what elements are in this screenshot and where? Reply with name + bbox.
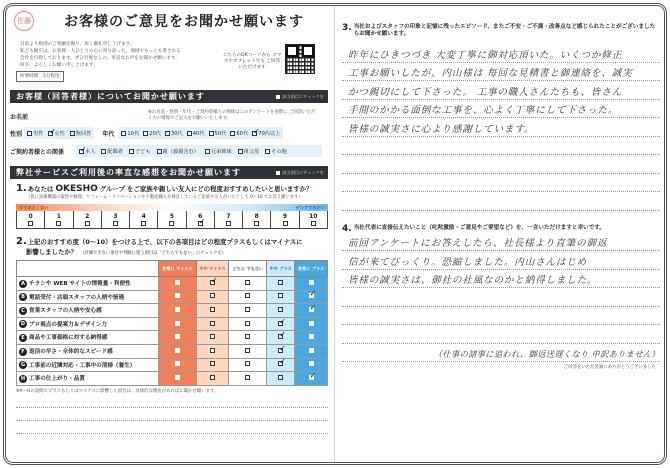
checkbox[interactable] — [245, 293, 250, 298]
cell[interactable] — [229, 277, 267, 291]
intro-line: 日頃より格別のご愛顧を賜り、厚く御礼申し上げます。 — [20, 42, 135, 47]
check-note — [276, 94, 324, 100]
q2-footnote: ※A〜Hの設問でプラスもしくはマイナスに影響した項目は、具体的な理由があればお聞かせ願います。 — [16, 388, 219, 394]
relation-option-sibling[interactable] — [205, 148, 232, 155]
checkbox[interactable] — [254, 221, 259, 226]
relation-row — [10, 145, 328, 157]
scale-low-label: すすめたくない — [19, 204, 49, 210]
checkbox[interactable] — [238, 149, 243, 154]
gender-option-no-answer[interactable] — [70, 130, 92, 137]
cell[interactable] — [159, 344, 197, 358]
checkbox[interactable] — [309, 348, 314, 353]
row-label — [17, 358, 159, 372]
reason-line[interactable] — [16, 395, 328, 408]
col-slightly-negative: やや マイナス — [196, 261, 229, 277]
item-label: 返信の早さ・全体的なスピード感 — [29, 349, 113, 356]
rating-row-e — [17, 331, 328, 345]
relation-option-child[interactable] — [129, 148, 151, 155]
q1-text: グループ をご家族や親しい友人にどの程度おすすめしたいと思いますか？ — [99, 185, 313, 193]
check-note — [276, 170, 324, 176]
q4-heading — [342, 225, 660, 233]
checkbox[interactable] — [209, 131, 214, 136]
checkbox[interactable] — [265, 149, 270, 154]
age-option-60s[interactable] — [230, 130, 248, 137]
relation-option-parent[interactable] — [157, 148, 199, 155]
q2-reason-lines[interactable] — [10, 395, 328, 434]
answer-line[interactable]: 工事お願いしたが、内山様は 毎回な見積書と御連絡を、誠実 — [342, 63, 660, 82]
name-note: ※お名前・性別・年代・ご契約者様との関係はこのアンケートを実際に ご回答いただく方の情報でご記入をお願いいたします。 — [148, 110, 316, 121]
cell[interactable] — [267, 304, 295, 318]
item-header — [17, 261, 159, 277]
cell[interactable] — [267, 277, 295, 291]
checkbox[interactable] — [245, 307, 250, 312]
checkbox[interactable] — [85, 221, 90, 226]
checkbox[interactable] — [175, 361, 180, 366]
q2-text: 上記のおすすめ度（0〜10）をつける上で、以下の各項目はどの程度プラスもしくはマイナスに — [27, 238, 303, 246]
checkbox[interactable] — [175, 293, 180, 298]
checkbox[interactable] — [230, 131, 235, 136]
rating-row-b — [17, 290, 328, 304]
cell[interactable] — [159, 304, 197, 318]
cell[interactable] — [229, 317, 267, 331]
answer-line[interactable] — [342, 288, 660, 307]
option-label: 親（義親含む） — [162, 148, 199, 155]
age-option-40s[interactable] — [187, 130, 205, 137]
right-column — [342, 8, 660, 370]
letter-badge-icon: G — [20, 362, 26, 369]
scale-value: 5 — [169, 213, 175, 220]
checkbox[interactable] — [210, 334, 215, 339]
checkbox[interactable] — [278, 375, 283, 380]
age-label: 年代 — [102, 130, 115, 138]
rating-row-h — [17, 372, 328, 386]
row-label — [17, 290, 159, 304]
checkbox[interactable] — [309, 280, 314, 285]
q2-text: 影響しましたか？ — [26, 248, 78, 256]
scale-option-0[interactable] — [17, 211, 44, 228]
answer-line[interactable]: 信が来てびっくり。恐縮しました。内山さんはじめ — [342, 251, 660, 270]
checkbox-icon — [276, 95, 280, 99]
age-option-50s[interactable] — [209, 130, 227, 137]
check-note-text: 該当項目にチェックを — [282, 93, 324, 99]
cell[interactable] — [196, 290, 229, 304]
option-label: その他 — [271, 148, 287, 155]
checkbox[interactable] — [56, 221, 61, 226]
age-option-20s[interactable] — [143, 130, 161, 137]
section-title: 弊社サービスご利用後の率直な感想をお聞かせ願います — [16, 168, 241, 177]
option-label: 20代 — [149, 130, 161, 137]
checkbox[interactable] — [165, 131, 170, 136]
checkbox-checked[interactable] — [278, 321, 283, 326]
cell[interactable] — [229, 358, 267, 372]
respondent-section — [10, 90, 328, 157]
col-neutral: どちら でもない — [229, 261, 267, 277]
scale-gradient — [16, 204, 328, 211]
checkbox[interactable] — [245, 361, 250, 366]
item-label: チラシや WEB サイトの情報量・利便性 — [29, 281, 131, 288]
q1-text: あなたは — [27, 185, 54, 193]
row-label — [17, 304, 159, 318]
scale-option-7[interactable] — [214, 211, 242, 228]
checkbox[interactable] — [175, 334, 180, 339]
checkbox[interactable] — [245, 321, 250, 326]
cell[interactable] — [267, 344, 295, 358]
name-row — [10, 109, 328, 123]
checkbox[interactable] — [245, 348, 250, 353]
reason-line[interactable] — [16, 408, 328, 421]
checkbox[interactable] — [121, 131, 126, 136]
checkbox[interactable] — [210, 307, 215, 312]
scale-option-8[interactable] — [242, 211, 270, 228]
checkbox[interactable] — [175, 375, 180, 380]
rating-header-row — [17, 261, 328, 277]
q4-number: 4. — [342, 223, 352, 234]
age-option-10s[interactable] — [121, 130, 139, 137]
rating-row-g — [17, 358, 328, 372]
row-label — [17, 277, 159, 291]
item-label: 工事の仕上がり・品質 — [29, 376, 85, 383]
checkbox[interactable] — [169, 221, 174, 226]
time-required-badge: 所要時間 5分程度 — [16, 71, 64, 82]
cell[interactable] — [295, 358, 328, 372]
age-options — [118, 127, 283, 139]
rating-table — [16, 260, 328, 386]
cell[interactable] — [159, 290, 197, 304]
cell[interactable] — [295, 331, 328, 345]
checkbox[interactable] — [141, 221, 146, 226]
rating-row-f — [17, 344, 328, 358]
answer-line[interactable] — [342, 155, 660, 174]
option-label: 男性 — [33, 130, 44, 137]
answer-line[interactable] — [342, 192, 660, 211]
checkbox[interactable] — [28, 221, 33, 226]
checkbox[interactable] — [175, 348, 180, 353]
scale-value: 3 — [113, 213, 118, 220]
checkbox[interactable] — [210, 348, 215, 353]
item-label: 工事前の近隣対応・工事中の清掃（養生） — [29, 362, 136, 369]
letter-badge-icon: A — [19, 280, 27, 288]
cell[interactable] — [196, 304, 229, 318]
row-label — [17, 317, 159, 331]
age-option-30s[interactable] — [165, 130, 183, 137]
item-label: 電話受付・店頭スタッフの人柄や接遇 — [29, 294, 125, 301]
scale-value: 4 — [141, 213, 146, 220]
intro-line: 私ども桶庄は、お客様一人ひとりの心に寄り添った、地域でもっとも愛される — [20, 49, 181, 54]
section-title: お客様（回答者様）についてお聞かせ願います — [16, 92, 205, 101]
intro-text — [10, 41, 210, 82]
scale-option-2[interactable] — [73, 211, 101, 228]
letter-badge-icon: D — [20, 321, 26, 328]
cell[interactable] — [295, 317, 328, 331]
scale-value: 1 — [56, 213, 61, 220]
scale-option-6[interactable] — [186, 211, 214, 228]
checkbox-checked[interactable] — [48, 131, 53, 136]
cell[interactable] — [229, 304, 267, 318]
cell[interactable] — [267, 331, 295, 345]
answer-line[interactable]: かつ親切にして下さった。 工事の職人さんたちも、皆さん — [342, 81, 660, 100]
cell[interactable] — [229, 344, 267, 358]
q3-answer[interactable] — [342, 44, 660, 211]
checkbox[interactable] — [113, 221, 118, 226]
letter-badge-icon: E — [19, 334, 27, 342]
gender-label: 性別 — [10, 130, 23, 138]
cell[interactable] — [267, 317, 295, 331]
q2-heading-line2 — [10, 247, 328, 256]
q1-number: 1. — [16, 183, 27, 194]
option-label: 70代以上 — [258, 130, 281, 137]
checkbox-checked[interactable] — [309, 293, 314, 298]
checkbox[interactable] — [143, 131, 148, 136]
checkbox[interactable] — [187, 131, 192, 136]
checkbox[interactable] — [311, 221, 316, 226]
checkbox-checked[interactable] — [278, 348, 283, 353]
cell[interactable] — [267, 290, 295, 304]
option-label: 本人 — [85, 148, 96, 155]
cell[interactable] — [196, 358, 229, 372]
col-very-positive: 非常に プラス — [295, 261, 328, 277]
checkbox[interactable] — [283, 221, 288, 226]
letter-badge-icon: H — [20, 375, 26, 382]
gender-option-male[interactable] — [27, 130, 43, 137]
scale-option-4[interactable] — [129, 211, 157, 228]
checkbox[interactable] — [245, 375, 250, 380]
checkbox[interactable] — [210, 293, 215, 298]
rating-row-a — [17, 277, 328, 291]
cell[interactable] — [295, 344, 328, 358]
answer-line[interactable]: （仕事の諸事に追われ、御返送遅くなり 申訳ありません） — [342, 344, 660, 363]
checkbox[interactable] — [309, 334, 314, 339]
cell[interactable] — [196, 317, 229, 331]
q1-heading — [10, 183, 328, 194]
checkbox[interactable] — [175, 307, 180, 312]
intro-line: 会社を目指しております。ぜひ忖度なしの、率直なお声をお聞かせ願います。 — [20, 56, 180, 61]
relation-option-grandparent[interactable] — [238, 148, 260, 155]
option-label: 50代 — [214, 130, 227, 137]
qr-code-icon[interactable] — [285, 44, 315, 74]
checkbox[interactable] — [278, 307, 283, 312]
feedback-section — [10, 166, 328, 434]
thank-you-text: ご回答をいただき誠にありがとうございました — [563, 365, 656, 370]
gender-option-female[interactable] — [48, 130, 64, 137]
checkbox[interactable] — [278, 293, 283, 298]
scale-high-label: ぜひすすめたい — [295, 204, 325, 210]
option-label: 配偶者 — [107, 148, 123, 155]
scale-option-10[interactable] — [299, 211, 327, 228]
checkbox[interactable] — [157, 149, 162, 154]
relation-option-self[interactable] — [79, 148, 95, 155]
cell[interactable] — [159, 372, 197, 386]
checkbox[interactable] — [226, 221, 231, 226]
option-label: 30代 — [170, 130, 183, 137]
scale-option-3[interactable] — [101, 211, 129, 228]
checkbox[interactable] — [245, 280, 250, 285]
checkbox-checked[interactable] — [309, 307, 314, 312]
row-label — [17, 372, 159, 386]
letter-badge-icon: F — [19, 348, 27, 356]
cell[interactable] — [295, 290, 328, 304]
col-very-negative: 非常に マイナス — [159, 261, 197, 277]
column-divider — [334, 6, 335, 462]
cell[interactable] — [159, 317, 197, 331]
row-label — [17, 331, 159, 345]
cell[interactable] — [159, 331, 197, 345]
option-label: 女性 — [54, 130, 65, 137]
rating-row-c — [17, 304, 328, 318]
gender-options — [24, 127, 94, 139]
scale-option-5[interactable] — [157, 211, 185, 228]
item-label: 営業スタッフの人柄や安心感 — [29, 308, 102, 315]
checkbox[interactable] — [245, 334, 250, 339]
answer-line[interactable] — [342, 174, 660, 193]
left-column — [10, 8, 328, 434]
scale-value: 10 — [309, 213, 318, 220]
cell[interactable] — [267, 372, 295, 386]
cell[interactable] — [229, 372, 267, 386]
checkbox-checked[interactable] — [79, 149, 84, 154]
cell[interactable] — [295, 304, 328, 318]
q2-heading — [10, 236, 328, 247]
q3-heading — [342, 24, 660, 38]
checkbox[interactable] — [175, 280, 180, 285]
cell[interactable] — [196, 277, 229, 291]
checkbox-checked[interactable] — [278, 361, 283, 366]
letter-badge-icon: C — [19, 307, 27, 315]
section-header-respondent — [10, 90, 328, 103]
q3-number: 3. — [342, 23, 352, 33]
option-label: 10代 — [127, 130, 140, 137]
scale-value: 8 — [254, 213, 259, 220]
cell[interactable] — [196, 344, 229, 358]
relation-option-other[interactable] — [265, 148, 287, 155]
option-label: 無回答 — [75, 130, 92, 137]
cell[interactable] — [295, 372, 328, 386]
seal-stamp-icon: 佐藤 — [14, 11, 34, 31]
rating-row-d — [17, 317, 328, 331]
checkbox[interactable] — [175, 321, 180, 326]
reason-line[interactable] — [16, 421, 328, 434]
checkbox[interactable] — [27, 131, 32, 136]
scale-value: 2 — [85, 213, 90, 220]
age-option-70s-plus[interactable] — [252, 130, 280, 137]
checkbox[interactable] — [278, 280, 283, 285]
col-slightly-positive: やや プラス — [267, 261, 295, 277]
checkbox-checked[interactable] — [278, 334, 283, 339]
answer-line[interactable] — [342, 325, 660, 344]
option-label: 60代 — [236, 130, 249, 137]
q1-subtext: （仮に設備機器の取替や修理、リフォーム・リノベーションや不動産購入を検討しているご家族や友人がいたとして 0〜10 でお答え願います） — [26, 195, 303, 200]
recommend-scale — [16, 204, 328, 229]
q3-text: 当社およびスタッフの印象と記憶に残ったエピソード、またご不安・ご不満・改善点など感じられたことがございましたらお聞かせ願います。 — [353, 24, 656, 37]
q4-answer[interactable] — [342, 233, 660, 363]
answer-line[interactable] — [342, 307, 660, 326]
cell[interactable] — [267, 358, 295, 372]
cell[interactable] — [229, 331, 267, 345]
checkbox[interactable] — [210, 321, 215, 326]
option-label: 40代 — [192, 130, 205, 137]
q4-text: 当社代表に直接伝えたいこと（叱咤激励・ご意見やご要望など）を、一言いただけますと幸いです。 — [353, 224, 605, 231]
checkbox-icon — [276, 171, 280, 175]
q2-number: 2. — [16, 236, 27, 247]
cell[interactable] — [196, 372, 229, 386]
answer-line[interactable] — [342, 137, 660, 156]
scale-option-9[interactable] — [270, 211, 298, 228]
relation-option-spouse[interactable] — [101, 148, 123, 155]
gender-age-row — [10, 127, 328, 139]
row-label — [17, 344, 159, 358]
cell[interactable] — [295, 277, 328, 291]
option-label: 祖父母 — [243, 148, 260, 155]
scale-value: 7 — [226, 213, 231, 220]
qr-caption: こちらのQRコードから スマホやタブレットでも ご回答いただけます — [222, 53, 282, 70]
scale-cells — [16, 211, 328, 229]
cell[interactable] — [196, 331, 229, 345]
relation-options — [76, 145, 322, 157]
intro-row — [10, 41, 328, 82]
cell[interactable] — [159, 277, 197, 291]
answer-line[interactable]: 昨年にひきつづき 大変丁寧に御対応頂いた。いくつか修正 — [342, 44, 660, 63]
checkbox[interactable] — [309, 361, 314, 366]
checkbox[interactable] — [129, 149, 134, 154]
checkbox[interactable] — [70, 131, 75, 136]
intro-line: 何卒、よろしくお願い申し上げます。 — [20, 63, 98, 68]
name-label: お名前 — [10, 113, 29, 121]
form-title: お客様のご意見をお聞かせ願います — [64, 14, 304, 30]
item-label: 商品や工事価格に対する納得感 — [29, 335, 108, 342]
cell[interactable] — [229, 290, 267, 304]
scale-value: 9 — [282, 213, 288, 220]
form-header — [10, 8, 328, 34]
option-label: 子ども — [134, 148, 151, 155]
letter-badge-icon: B — [19, 293, 27, 301]
answer-line[interactable]: 皆様の誠実さに心より感謝しています。 — [342, 118, 660, 137]
brand-name: OKESHO — [55, 184, 98, 194]
checkbox[interactable] — [210, 375, 215, 380]
scale-option-1[interactable] — [44, 211, 72, 228]
checkbox[interactable] — [210, 361, 215, 366]
checkbox-checked[interactable] — [252, 131, 257, 136]
section-header-feedback — [10, 166, 328, 179]
option-label: 兄弟姉妹 — [210, 148, 232, 155]
checkbox[interactable] — [309, 321, 314, 326]
item-label: プロ視点の提案力＆デザイン力 — [29, 321, 107, 328]
checkbox-checked[interactable] — [198, 221, 203, 226]
checkbox[interactable] — [101, 149, 106, 154]
checkbox-checked[interactable] — [309, 375, 314, 380]
checkbox[interactable] — [205, 149, 210, 154]
q2-subtext: （評価できない項目や判断に迷う項目は「どちらでもない」にチェックを） — [80, 251, 227, 256]
answer-line[interactable]: 皆様の誠実さは、御社の社風なのかと納得しました。 — [342, 270, 660, 289]
answer-line[interactable]: 前回アンケートにお答えしたら、社長様より直筆の御返 — [342, 233, 660, 252]
answer-line[interactable]: 手間のかかる面倒な工事を、心よく丁寧にして下さった。 — [342, 100, 660, 119]
check-note-text: 該当項目にチェックを — [282, 169, 324, 175]
relation-label: ご契約者様との関係 — [10, 148, 65, 156]
checkbox-checked[interactable] — [210, 280, 215, 285]
name-field[interactable] — [38, 111, 148, 121]
cell[interactable] — [159, 358, 197, 372]
scale-value: 0 — [28, 213, 33, 220]
